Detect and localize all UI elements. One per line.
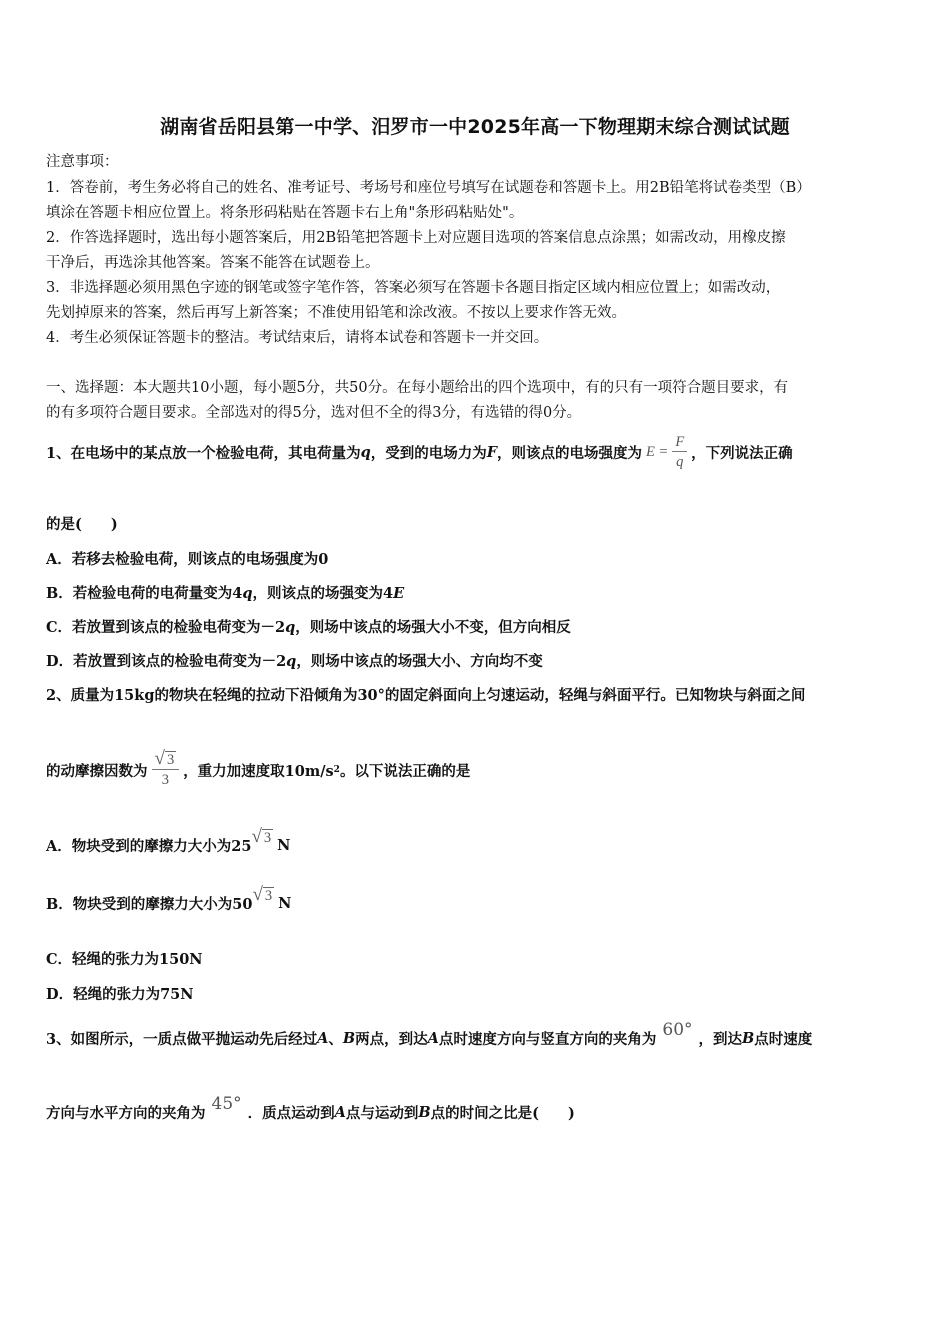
question-3-stem [46,1018,812,1058]
q2-option-b-text: B．物块受到的摩擦力大小为50 [46,895,253,913]
q1-var-q: q [360,443,371,461]
q2-fraction [152,750,180,790]
q2-fraction-numerator-arg: 3 [166,752,175,768]
q1-formula-denominator: q [676,453,684,470]
sqrt-icon: √ [252,884,263,905]
q2-option-c: C．轻绳的张力为150N [46,951,203,968]
q1-text-1: 1、在电场中的某点放一个检验电荷，其电荷量为 [46,444,361,462]
q2-superscript: 2 [333,765,340,775]
q2-option-b [46,886,291,920]
notice-item-3a: 3．非选择题必须用黑色字迹的钢笔或签字笔作答，答案必须写在答题卡各题目指定区域内相应位置上；如需改动， [46,280,781,296]
q2-option-a [46,828,290,862]
q2-text-1: 的动摩擦因数为 [46,762,148,780]
q3-angle-60: 60° [662,1020,693,1040]
notice-heading: 注意事项： [46,154,119,170]
q1-text-3: ，则该点的电场强度为 [497,444,643,462]
sqrt-icon: √ [251,826,262,847]
question-2-stem: 2、质量为15kg的物块在轻绳的拉动下沿倾角为30°的固定斜面向上匀速运动，轻绳与斜面平行。已知物块与斜面之间 [46,687,806,704]
q1-option-d-text-1: D．若放置到该点的检验电荷变为－2 [46,653,287,670]
q3-var-b: B [342,1029,356,1047]
notice-item-1b: 填涂在答题卡相应位置上。将条形码粘贴在答题卡右上角"条形码粘贴处"。 [46,205,524,221]
q3-text-7: 方向与水平方向的夹角为 [46,1104,206,1122]
notice-item-2b: 干净后，再选涂其他答案。答案不能答在试题卷上。 [46,255,380,271]
q3-text-2: 、 [328,1030,343,1048]
q1-option-d-text-2: ，则场中该点的场强大小、方向均不变 [296,653,543,670]
notice-item-1a: 1．答卷前，考生务必将自己的姓名、准考证号、考场号和座位号填写在试题卷和答题卡上。用2B铅笔将试卷类型（B） [46,180,811,196]
question-1-stem [46,428,793,476]
q2-option-d: D．轻绳的张力为75N [46,986,194,1003]
q3-text-6: 点时速度 [754,1030,813,1048]
sqrt-icon: √ [154,748,165,769]
q1-option-c-text-2: ，则场中该点的场强大小不变，但方向相反 [295,619,571,636]
q1-text-2: ，受到的电场力为 [370,444,487,462]
q1-formula-numerator: F [672,433,687,452]
q2-option-a-root [251,826,273,848]
notice-item-4: 4．考生必须保证答题卡的整洁。考试结束后，请将本试卷和答题卡一并交回。 [46,330,549,346]
q1-option-b-text-2: ，则该点的场强变为4 [252,585,394,602]
q2-text-3: 。以下说法正确的是 [339,762,471,780]
q1-text-5: 的是( ) [46,516,118,533]
q3-text-5: ，到达 [698,1030,743,1048]
q3-var-a: A [317,1029,329,1047]
q2-option-a-root-arg: 3 [263,830,272,846]
section-intro-2: 的有多项符合题目要求。全部选对的得5分，选对但不全的得3分，有选错的得0分。 [46,405,582,421]
section-intro-1: 一、选择题：本大题共10小题，每小题5分，共50分。在每小题给出的四个选项中，有的只有一项符合题目要求，有 [46,380,789,396]
q3-var-a-2: A [427,1029,439,1047]
q1-option-b-text-1: B．若检验电荷的电荷量变为4 [46,585,243,602]
page-title: 湖南省岳阳县第一中学、汨罗市一中2025年高一下物理期末综合测试试题 [160,116,790,138]
q1-option-c-text-1: C．若放置到该点的检验电荷变为－2 [46,619,286,636]
notice-item-3b: 先划掉原来的答案，然后再写上新答案；不准使用铅笔和涂改液。不按以上要求作答无效。 [46,305,626,321]
q2-fraction-denominator: 3 [161,772,169,788]
q1-option-d [46,650,543,671]
q3-text-10: 点的时间之比是( ) [430,1104,575,1122]
q3-var-b-2: B [742,1029,755,1047]
q3-text-1: 3、如图所示，一质点做平抛运动先后经过 [46,1030,318,1048]
q2-option-b-root [252,884,274,906]
q3-var-b-3: B [418,1103,431,1121]
notice-item-2a: 2．作答选择题时，选出每小题答案后，用2B铅笔把答题卡上对应题目选项的答案信息点涂黑；如需改动，用橡皮擦 [46,230,786,246]
q2-option-a-text: A．物块受到的摩擦力大小为25 [46,837,252,855]
q1-option-c [46,616,571,637]
q3-var-a-3: A [334,1103,346,1121]
question-2-stem-2 [46,742,470,798]
q1-formula-fraction [672,433,687,472]
q2-option-b-root-arg: 3 [264,888,273,904]
q3-text-8: ．质点运动到 [247,1104,335,1122]
q1-text-4: ，下列说法正确 [691,444,793,462]
q1-option-c-var: q [285,619,296,636]
q2-option-a-unit: N [277,836,291,854]
q3-text-9: 点与运动到 [345,1104,419,1122]
q1-option-a: A．若移去检验电荷，则该点的电场强度为0 [46,551,329,568]
q1-option-d-var: q [286,653,297,670]
q1-option-b-var-1: q [242,585,253,602]
q3-text-4: 点时速度方向与竖直方向的夹角为 [438,1030,657,1048]
q2-option-b-unit: N [278,894,292,912]
question-3-stem-2 [46,1092,575,1132]
q1-option-b-var-2: E [393,585,405,602]
q1-option-b [46,582,404,603]
q3-angle-45: 45° [211,1094,242,1114]
q2-fraction-numerator [152,750,180,770]
q1-var-f: F [486,443,498,461]
q1-formula-lhs: E = [646,443,669,460]
q2-text-2: ，重力加速度取10m/s [183,762,334,780]
q3-text-3: 两点，到达 [355,1030,428,1048]
